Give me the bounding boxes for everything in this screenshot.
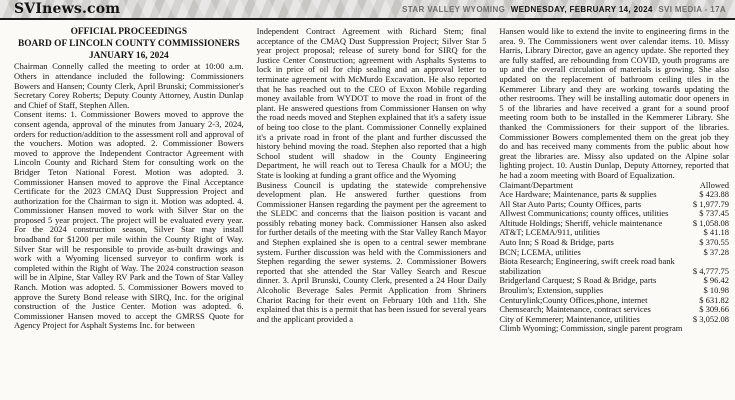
claim-amount: $ 37.28 [703,246,729,257]
claim-name: Centurylink;County Offices,phone, internet [499,294,648,305]
claim-name: BCN; LCEMA, utilities [499,246,581,257]
article-column-1 [14,27,244,400]
article-columns [14,27,729,400]
claim-amount: $ 737.45 [699,208,729,219]
claim-amount: $ 309.66 [699,304,729,315]
claim-name: Climb Wyoming; Commission, single parent program [499,323,683,334]
claim-name: Allwest Communications; county offices, utilities [499,208,669,219]
claim-amount: $ 3,052.08 [692,313,729,324]
claims-row [499,257,729,276]
article-title-line-2: BOARD OF LINCOLN COUNTY COMMISSIONERS [17,38,240,49]
claims-row [499,324,729,334]
claim-name: Auto Inn; S Road & Bridge, parts [499,237,614,248]
col1-paragraph-2: Consent items: 1. Commissioner Bowers moved to approve the consent agenda, approval of the minutes from January 2-3, 2024, orders for reduction/addition to the assessment roll and approval of the vouchers. Motion was adopted. 2. Commissioner Bowers moved to approve the Independent Contractor Agreement with Lincoln County and Richard Stem for consulting work on the Bridger Teton National Forest. Motion was adopted. 3. Commissioner Hansen moved to approve the Final Acceptance Certificate for the 2023 CMAQ Dust Suppression Project and authorization for the Chairman to sign it. Motion was adopted. 4. Commissioner Hansen moved to work with Silver Star on the proposed 5 year project. The project will be evaluated every year. For the 2024 construction season, Silver Star may install broadband for $1200 per mile within the County Right of Way. Silver Star will be responsible to provide as-built drawings and work with a Wyoming licensed surveyor to confirm work is completed within the Right of Way. The 2024 construction season will be in Alpine, Star Valley RV Park and the Town of Star Valley Ranch. Motion was adopted. 5. Commissioner Bowers moved to approve the Surety Bond release with SIRQ, Inc. for the original construction of the Justice Center. Motion was adopted. 6. Commissioner Hansen moved to accept the GMRSS Quote for Agency Project for Asphalt Systems Inc. for between [14,109,244,331]
claim-name: Altitude Holdings; Sheriff, vehicle maintenance [499,217,663,228]
claim-amount: $ 41.18 [703,227,729,238]
claim-name: Broulim's; Extension, supplies [499,285,604,296]
site-masthead: SVInews.com [14,1,121,17]
col1-paragraph-1: Chairman Connelly called the meeting to order at 10:00 a.m. Others in attendance included the following: Commissioners Bowers and Hansen; County Clerk, April Brunski; Commissioner's Secretary Corey Roberts; Deputy County Attorney, Austin Dunlap and Chief of Staff, Stephen Allen. [14,61,244,110]
claim-name: Ace Hardware; Maintenance, parts & supplies [499,189,657,200]
claim-name: All Star Auto Parts; County Offices, parts [499,198,642,209]
header-date: WEDNESDAY, FEBRUARY 14, 2024 [510,4,653,14]
article-title-line-1: OFFICIAL PROCEEDINGS [70,27,188,37]
claim-amount: $ 631.82 [699,294,729,305]
claim-amount: $ 1,977.79 [692,198,729,209]
claim-name: AT&T; LCEMA/911, utilities [499,227,600,238]
claim-name: City of Kemmerer; Maintenance, utilities [499,313,640,324]
col2-paragraph-2: Business Council is updating the statewide comprehensive development plan. He answered further questions from Commissioner Hansen regarding the payment per the agreement to the SLEDC and concerns that the liaison position is vacant and possibly rebating money back. Commissioner Hansen also asked for further details of the meeting with the Star Valley Ranch Mayor and Stephen explained she is open to a central sewer membrane system. Further discussion was held with the Commissioners and Stephen regarding the sewer systems. 2. Commissioner Bowers reported that she attended the Star Valley Search and Rescue dinner. 3. April Brunski, County Clerk, presented a 24 Hour Daily Alcoholic Beverage Sales Permit Application from Shriners Chariot Racing for their event on February 10th and 11th. She explained that this is a permit that has been issued for several years and the applicant provided a [256,179,487,324]
page-header [0,0,735,20]
article-column-3 [499,27,729,400]
claim-name: Biota Research; Engineering, swift creek road bank stabilization [499,256,675,276]
col2-paragraph-1: Independent Contract Agreement with Richard Stem; final acceptance of the CMAQ Dust Suppression Project; Silver Star 5 year project proposal; release of surety bond for SIRQ for the Justice Center Construction; agreement with Asphalts Systems to lock in price of oil for chip sealing and an approval letter to terminate agreement with McMurdo Excavation. He also reported that he has reached out to the CEO of Exxon Mobile regarding money available from WYDOT to move the road in front of the plant. He answered questions from Commissioner Hansen on why the road needs moved and Stephen explained that it's a safety issue of being too close to the plant. Commissioner Connelly explained it's a private road in front of the plant and further discussed the history behind moving the road. Stephen also reported that a high School student will shadow in the County Engineering Department, he will reach out to Teresa Chaulk for a MOU; the State is looking at funding a grant office and the Wyoming [256,27,487,180]
claim-name: Bridgerland Carquest; S Road & Bridge, parts [499,275,657,286]
claim-amount: $ 10.98 [703,285,729,296]
claim-amount: $ 4,777.75 [692,265,729,276]
header-dateline [402,5,726,14]
claims-table [499,181,729,335]
claim-name: Chemsearch; Maintenance, contract services [499,304,651,315]
claim-amount: $ 1,058.08 [692,217,729,228]
claims-header-allowed: Allowed [699,179,729,190]
article-column-2 [257,27,487,400]
col3-paragraph-1: Hansen would like to extend the invite to engineering firms in the area. 9. The Commissioners went over calendar items. 10. Missy Harris, Library Director, gave an agency update. She reported they are fully staffed, are rebounding from COVID, youth programs are up and the overall circulation of materials is growing. She also updated on the replacement of bathroom ceiling tiles in the Kemmerer Library and they are working towards updating the other restrooms. They will be installing automatic door openers in 5 of the libraries and have received a grant for a sound proof meeting room both to be installed in the Kemmerer Library. She thanked the Commissioners for their support of the libraries. Commissioner Bowers complemented them on the great job they do and has received many comments from the public about how great the libraries are. Missy also updated on the Alpine solar lighting project. 10. Austin Dunlap, Deputy Attorney, reported that he had a zoom meeting with Board of Equalization. [499,27,729,180]
header-location: STAR VALLEY WYOMING [402,4,506,14]
claim-amount: $ 423.88 [699,189,729,200]
claim-amount: $ 370.55 [699,237,729,248]
header-edition: SVI MEDIA - 17A [658,4,726,14]
article-title-line-3: JANUARY 16, 2024 [88,50,169,61]
claims-header-claimant: Claimant/Department [499,179,573,190]
claim-amount: $ 96.42 [703,275,729,286]
